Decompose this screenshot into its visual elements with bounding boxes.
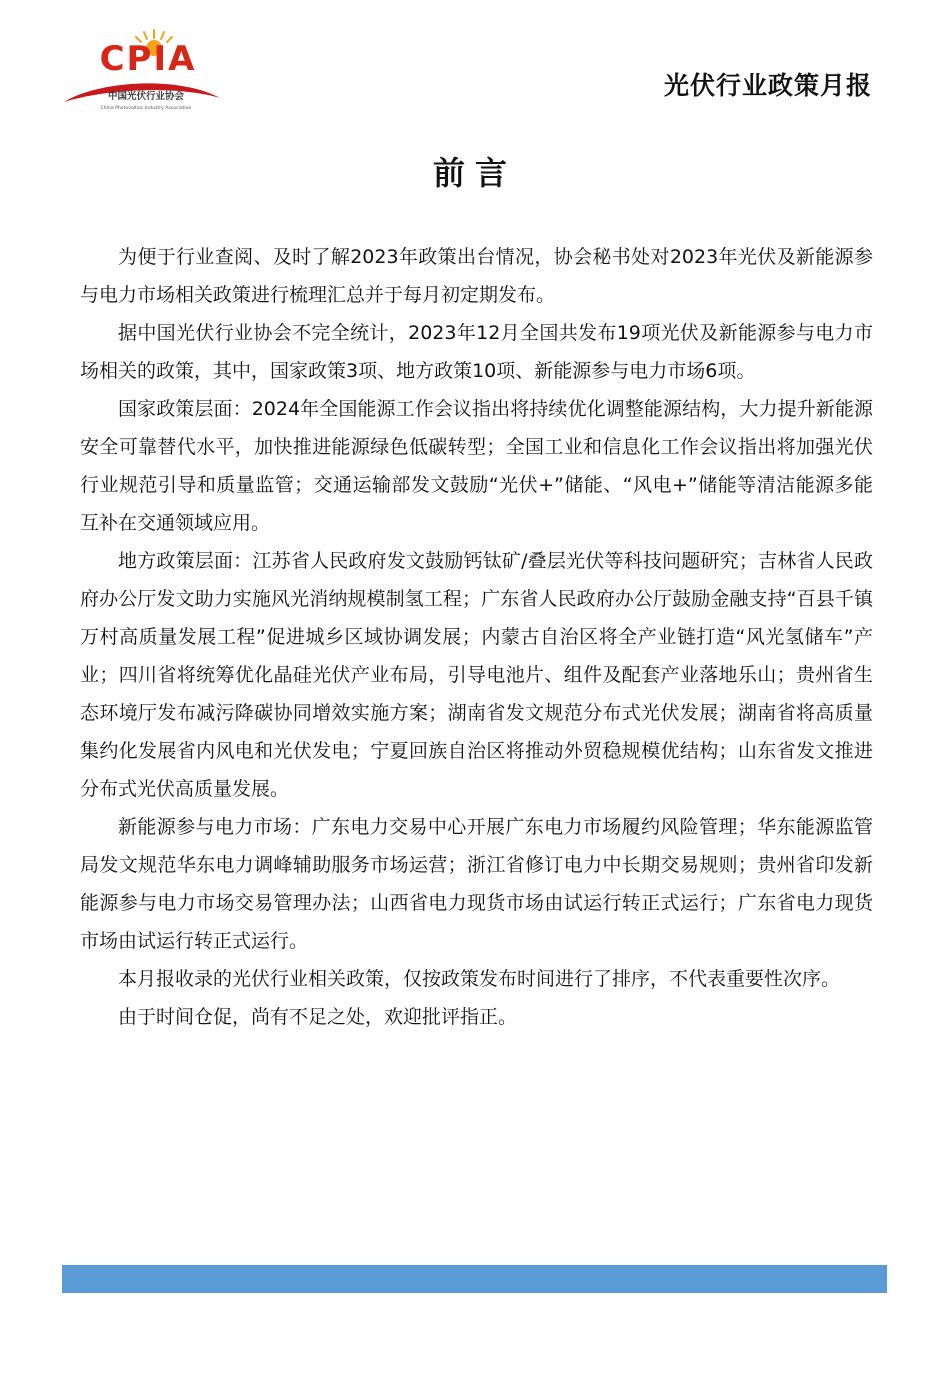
preface-paragraph-ordering-note: 本月报收录的光伏行业相关政策，仅按政策发布时间进行了排序，不代表重要性次序。 [118,968,841,990]
preface-paragraph-closing: 由于时间仓促，尚有不足之处，欢迎批评指正。 [118,1006,518,1028]
preface-paragraph-intro: 为便于行业查阅、及时了解2023年政策出台情况，协会秘书处对2023年光伏及新能源参与电力市场相关政策进行梳理汇总并于每月初定期发布。 [80,246,873,306]
logo-org-name-cn: 中国光伏行业协会 [107,91,185,102]
preface-paragraph-national-policy: 国家政策层面：2024年全国能源工作会议指出将持续优化调整能源结构，大力提升新能源安全可靠替代水平，加快推进能源绿色低碳转型；全国工业和信息化工作会议指出将加强光伏行业规范引导和质量监管；交通运输部发文鼓励“光伏+”储能、“风电+”储能等清洁能源多能互补在交通领域应用。 [80,398,873,534]
preface-paragraph-local-policy: 地方政策层面：江苏省人民政府发文鼓励钙钛矿/叠层光伏等科技问题研究；吉林省人民政府办公厅发文助力实施风光消纳规模制氢工程；广东省人民政府办公厅鼓励金融支持“百县千镇万村高质量发展工程”促进城乡区域协调发展；内蒙古自治区将全产业链打造“风光氢储车”产业；四川省将统筹优化晶硅光伏产业布局，引导电池片、组件及配套产业落地乐山；贵州省生态环境厅发布减污降碳协同增效实施方案；湖南省发文规范分布式光伏发展；湖南省将高质量集约化发展省内风电和光伏发电；宁夏回族自治区将推动外贸稳规模优结构；山东省发文推进分布式光伏高质量发展。 [80,550,873,800]
preface-body [80,238,873,1036]
footer-bar [62,1265,887,1293]
report-header-title: 光伏行业政策月报 [663,71,872,100]
logo-brand-text: CPIA [99,39,197,79]
cpia-logo-graphic [60,28,230,118]
preface-paragraph-statistics: 据中国光伏行业协会不完全统计，2023年12月全国共发布19项光伏及新能源参与电力市场相关的政策，其中，国家政策3项、地方政策10项、新能源参与电力市场6项。 [80,322,873,382]
page-title: 前言 [432,154,517,192]
logo-org-name-en: China Photovoltaic Industry Association [100,106,192,111]
cpia-logo [60,28,230,118]
preface-paragraph-electricity-market: 新能源参与电力市场：广东电力交易中心开展广东电力市场履约风险管理；华东能源监管局发文规范华东电力调峰辅助服务市场运营；浙江省修订电力中长期交易规则；贵州省印发新能源参与电力市场交易管理办法；山西省电力现货市场由试运行转正式运行；广东省电力现货市场由试运行转正式运行。 [80,816,873,952]
